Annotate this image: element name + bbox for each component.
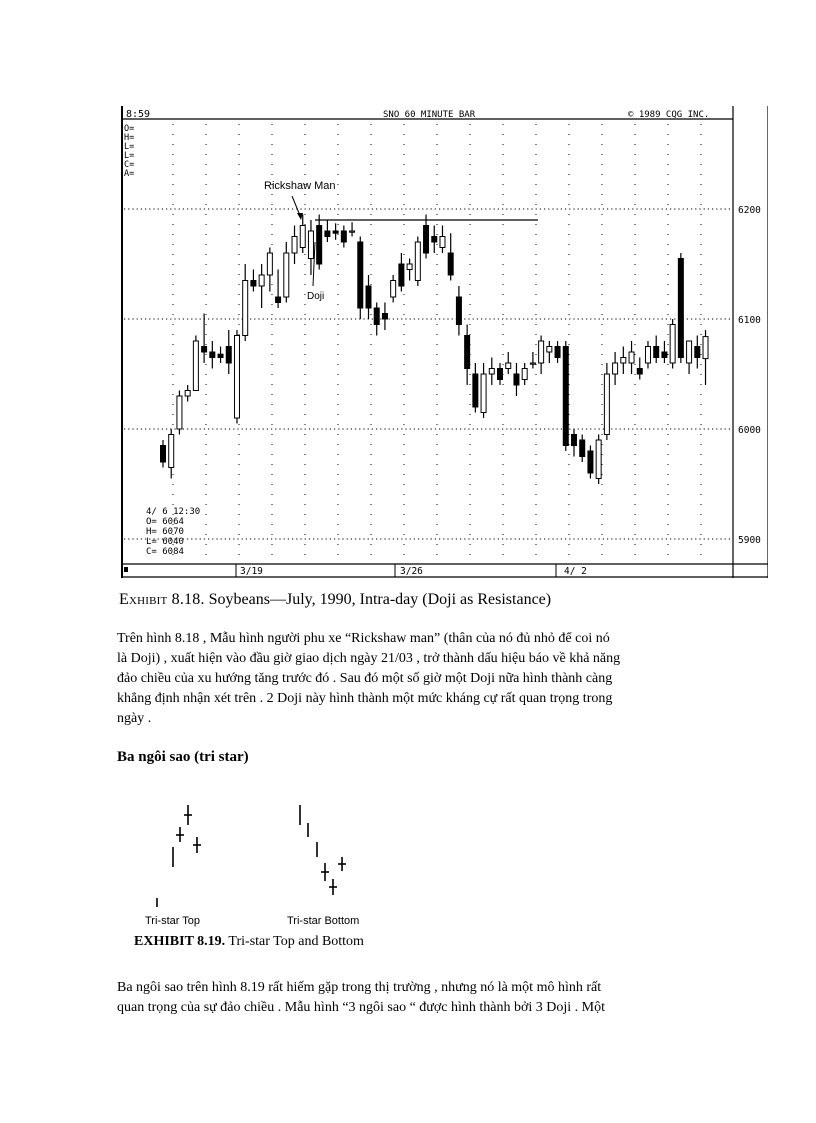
candle [424, 215, 429, 259]
candle-body [259, 275, 264, 286]
candle [169, 429, 174, 479]
readout-high: H= 6070 [146, 527, 184, 537]
candle [193, 336, 198, 391]
candle-body [218, 354, 223, 357]
candle-body [695, 347, 700, 358]
section-heading-tri-star: Ba ngôi sao (tri star) [117, 749, 249, 765]
candle [448, 233, 453, 280]
candle-body [284, 253, 289, 297]
candle-body [399, 264, 404, 286]
candle-body [341, 231, 346, 242]
annotation-doji: Doji [307, 291, 325, 302]
candle [489, 358, 494, 386]
candle-body [645, 347, 650, 364]
candle [506, 352, 511, 374]
paragraph-line: quan trọng của sự đảo chiều . Mẫu hình “3 ngôi sao “ được hình thành bởi 3 Doji . Một [117, 1000, 606, 1015]
candle [366, 275, 371, 319]
exhibit-8-18-caption [119, 591, 551, 609]
candle-body [530, 363, 535, 364]
candle [687, 341, 692, 374]
candle-body [662, 352, 667, 358]
candle [678, 253, 683, 363]
candle-body [358, 242, 363, 308]
top-label-open: O= [124, 124, 135, 134]
candle-body [547, 347, 552, 353]
candle [481, 363, 486, 418]
readout-close: C= 6084 [146, 547, 184, 557]
candle [563, 341, 568, 451]
candle-body [604, 374, 609, 435]
candle-body [498, 369, 503, 380]
candle-body [193, 341, 198, 391]
candle [522, 363, 527, 385]
candle [202, 314, 207, 364]
top-label-close: C= [124, 160, 135, 170]
candle [440, 226, 445, 254]
candle-body [366, 286, 371, 308]
candle-body [637, 369, 642, 375]
candle-body [621, 358, 626, 364]
candle [185, 385, 190, 402]
candle [703, 330, 708, 385]
candle-body [613, 363, 618, 374]
candle-body [481, 374, 486, 413]
candle-body [440, 237, 445, 248]
candle-body [325, 231, 330, 237]
candle [243, 264, 248, 341]
x-date-labels [240, 566, 587, 577]
paragraph-line: Trên hình 8.18 , Mẫu hình người phu xe “Rickshaw man” (thân của nó đủ nhỏ để coi nó [117, 631, 610, 646]
paragraph-line: đảo chiều của xu hướng tăng trước đó . Sau đó một số giờ một Doji nữa hình thành càng [117, 671, 613, 686]
candle-body [292, 237, 297, 254]
candle [317, 215, 322, 270]
caption2-text: Tri-star Top and Bottom [228, 934, 364, 949]
candle-body [226, 347, 231, 364]
caption-text: Soybeans—July, 1990, Intra-day (Doji as Resistance) [208, 591, 552, 608]
candle [415, 237, 420, 287]
soybeans-candlestick-chart [118, 104, 768, 579]
readout-time: 4/ 6 12:30 [146, 507, 201, 517]
candle [670, 319, 675, 369]
top-label-high: H= [124, 133, 135, 143]
candle-body [251, 281, 256, 287]
tri-star-figure [125, 795, 425, 957]
date-label-3-26: 3/26 [400, 566, 423, 577]
y-tick-label: 6000 [738, 425, 761, 436]
candle-body [234, 336, 239, 419]
candle [530, 352, 535, 369]
chart-header-title: SNO 60 MINUTE BAR [383, 110, 476, 120]
date-label-3-19: 3/19 [240, 566, 263, 577]
candle-body [267, 253, 272, 275]
candle [292, 226, 297, 265]
candle-body [161, 446, 166, 463]
tri-star-top-label: Tri-star Top [145, 915, 201, 927]
candle [572, 429, 577, 457]
ohlc-readout [146, 507, 200, 557]
candle-body [210, 352, 215, 358]
candle [374, 303, 379, 336]
caption2-label: EXHIBIT 8.19. [134, 934, 226, 949]
annotation-rickshaw-man: Rickshaw Man [264, 180, 336, 192]
date-label-4-2: 4/ 2 [564, 566, 587, 577]
readout-open: O= 6064 [146, 517, 184, 527]
candle-body [703, 337, 708, 359]
candle [382, 303, 387, 331]
candle [432, 226, 437, 254]
y-tick-label: 6200 [738, 205, 761, 216]
candle-body [555, 347, 560, 358]
candle [308, 220, 313, 275]
candle [695, 336, 700, 369]
y-tick-label: 5900 [738, 535, 761, 546]
candle [259, 264, 264, 308]
candle [514, 363, 519, 396]
candle [662, 341, 667, 363]
candle [498, 363, 503, 385]
candle [226, 330, 231, 374]
tri-star-bottom-label: Tri-star Bottom [287, 915, 360, 927]
paragraph-line: Ba ngôi sao trên hình 8.19 rất hiếm gặp trong thị trường , nhưng nó là một mô hình rất [117, 980, 602, 995]
candle [637, 358, 642, 380]
candle-body [456, 297, 461, 325]
candle-body [506, 363, 511, 369]
y-axis-labels [738, 205, 761, 546]
candle-body [580, 440, 585, 457]
chart-header-copyright: © 1989 CQG INC. [628, 110, 710, 120]
candle [210, 341, 215, 369]
candle-body [276, 297, 281, 303]
candle [177, 391, 182, 435]
candle [391, 275, 396, 303]
candle-body [432, 237, 437, 243]
candle [613, 352, 618, 385]
candle [645, 341, 650, 369]
candle-body [588, 451, 593, 473]
candle [539, 336, 544, 375]
candle [325, 220, 330, 242]
candle-body [687, 341, 692, 363]
candle [399, 253, 404, 292]
candle [621, 347, 626, 375]
candle [473, 363, 478, 413]
tri-star-top-pattern [157, 805, 201, 907]
paragraph-line: ngày . [117, 711, 152, 726]
candle-body [243, 281, 248, 336]
candle [333, 223, 338, 240]
candle-body [407, 264, 412, 270]
candle-body [596, 440, 601, 479]
candle [654, 336, 659, 364]
candle [234, 330, 239, 424]
candle-body [572, 435, 577, 446]
candle [407, 259, 412, 281]
candle-body [654, 347, 659, 358]
candle-body [448, 253, 453, 275]
candle-body [473, 374, 478, 407]
candle [358, 237, 363, 320]
candle-body [670, 325, 675, 364]
candle-body [465, 336, 470, 369]
candle-body [317, 226, 322, 265]
candle [456, 286, 461, 336]
paragraph-rickshaw-man [117, 629, 717, 729]
candle [161, 440, 166, 468]
chart-header-time: 8:59 [126, 109, 151, 120]
candle-body [629, 352, 634, 363]
candle-body [202, 347, 207, 353]
candle [555, 341, 560, 363]
candle-body [382, 314, 387, 320]
candle-body [539, 341, 544, 363]
candle-body [350, 231, 355, 232]
paragraph-tri-star [117, 978, 717, 1018]
rickshaw-arrowhead [297, 213, 303, 220]
candle [276, 270, 281, 309]
candle-body [300, 226, 305, 248]
candle [596, 435, 601, 485]
caption-label: Exhibit 8.18. [119, 591, 205, 608]
candle [350, 222, 355, 236]
top-left-ohlc-labels [124, 124, 134, 179]
candle [341, 226, 346, 248]
candle-body [374, 308, 379, 325]
candle [588, 446, 593, 479]
candle-body [185, 391, 190, 397]
candle [580, 435, 585, 463]
top-label-low2: L= [124, 151, 135, 161]
candle-body [391, 281, 396, 298]
candle-body [424, 226, 429, 254]
top-label-low1: L= [124, 142, 135, 152]
paragraph-line: là Doji) , xuất hiện vào đầu giờ giao dịch ngày 21/03 , trở thành dấu hiệu báo về khả năng [117, 651, 621, 666]
candle [300, 215, 305, 254]
chart-grid [124, 124, 730, 559]
tri-star-bottom-pattern [300, 805, 346, 895]
candle [251, 270, 256, 292]
candle-body [333, 231, 338, 233]
candle-body [522, 369, 527, 380]
candle-body [169, 435, 174, 468]
candle [604, 363, 609, 440]
candlestick-series [161, 215, 709, 485]
top-label-a: A= [124, 169, 135, 179]
candle-body [678, 259, 683, 358]
paragraph-line: khẳng định nhận xét trên . 2 Doji này hình thành một mức kháng cự rất quan trọng trong [117, 691, 613, 706]
candle-body [308, 231, 313, 259]
candle [629, 341, 634, 374]
candle-body [415, 242, 420, 281]
exhibit-8-19-caption [134, 934, 364, 950]
y-tick-label: 6100 [738, 315, 761, 326]
candle-body [489, 369, 494, 375]
candle [284, 242, 289, 303]
candle-body [563, 347, 568, 446]
candle-body [177, 396, 182, 429]
readout-low: L= 6040 [146, 537, 184, 547]
candle-body [514, 374, 519, 385]
candle [547, 341, 552, 363]
candle [218, 347, 223, 364]
candle [465, 325, 470, 386]
